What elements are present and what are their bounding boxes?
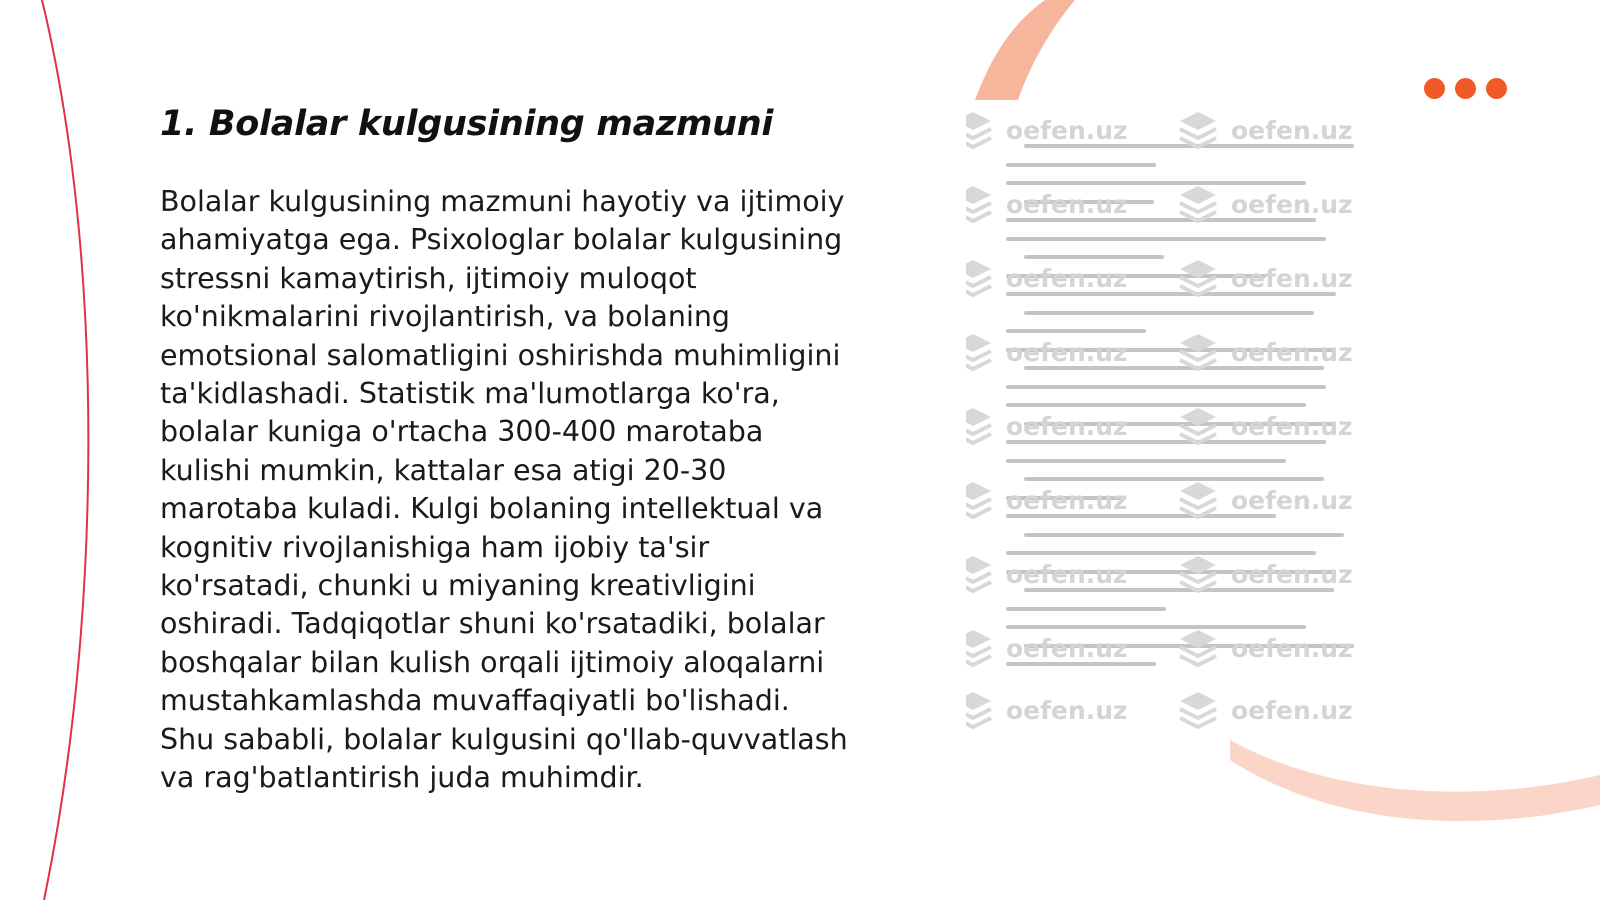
- stack-layers-icon: [966, 688, 994, 732]
- document-text-line: [1006, 459, 1286, 463]
- stack-layers-icon: [966, 478, 994, 522]
- watermark: [1177, 404, 1353, 448]
- watermark-text: oefen.uz: [1006, 115, 1128, 145]
- watermark: [966, 182, 1128, 226]
- watermark: [966, 478, 1128, 522]
- document-text-line: [1006, 237, 1326, 241]
- watermark: [1177, 182, 1353, 226]
- stack-layers-icon: [966, 404, 994, 448]
- dot: [1486, 78, 1507, 99]
- stack-layers-icon: [1177, 330, 1219, 374]
- stack-layers-icon: [966, 626, 994, 670]
- stack-layers-icon: [1177, 256, 1219, 300]
- stack-layers-icon: [1177, 108, 1219, 152]
- watermark: [966, 256, 1128, 300]
- document-text-line: [1006, 607, 1166, 611]
- slide-body-text: Bolalar kulgusining mazmuni hayotiy va ijtimoiy ahamiyatga ega. Psixologlar bolalar kulgusining stressni kamaytirish, ijtimoiy muloqot ko'nikmalarini rivojlantirish, va bolaning emotsional salomatligini oshirishda muhimligini ta'kidlashadi. Statistik ma'lumotlarga ko'ra, bolalar kuniga o'rtacha 300-400 marotaba kulishi mumkin, kattalar esa atigi 20-30 marotaba kuladi. Kulgi bolaning intellektual va kognitiv rivojlanishiga ham ijobiy ta'sir ko'rsatadi, chunki u miyaning kreativligini oshiradi. Tadqiqotlar shuni ko'rsatadiki, bolalar boshqalar bilan kulish orqali ijtimoiy aloqalarni mustahkamlashda muvaffaqiyatli bo'lishadi. Shu sababli, bolalar kulgusini qo'llab-quvvatlash va rag'batlantirish juda muhimdir.: [160, 185, 848, 795]
- watermark-text: oefen.uz: [1231, 411, 1353, 441]
- watermark: [966, 108, 1128, 152]
- watermark: [1177, 552, 1353, 596]
- watermark-text: oefen.uz: [1231, 633, 1353, 663]
- document-text-line: [1006, 385, 1326, 389]
- watermark: [1177, 478, 1353, 522]
- stack-layers-icon: [1177, 626, 1219, 670]
- document-text-line: [1006, 163, 1156, 167]
- document-text-line: [1024, 533, 1344, 537]
- stack-layers-icon: [966, 256, 994, 300]
- watermark: [966, 626, 1128, 670]
- watermark-text: oefen.uz: [1006, 485, 1128, 515]
- stack-layers-icon: [1177, 688, 1219, 732]
- left-curve-line: [42, 0, 88, 900]
- watermark-text: oefen.uz: [1006, 633, 1128, 663]
- stack-layers-icon: [1177, 552, 1219, 596]
- watermark: [1177, 256, 1353, 300]
- watermark-text: oefen.uz: [1006, 695, 1128, 725]
- stack-layers-icon: [966, 182, 994, 226]
- watermark-text: oefen.uz: [1006, 411, 1128, 441]
- watermark: [966, 404, 1128, 448]
- watermark-text: oefen.uz: [1006, 263, 1128, 293]
- watermark-text: oefen.uz: [1231, 189, 1353, 219]
- watermark: [1177, 108, 1353, 152]
- watermark: [1177, 626, 1353, 670]
- document-screenshot-image: [966, 100, 1400, 736]
- watermark-text: oefen.uz: [1006, 337, 1128, 367]
- slide-title: 1. Bolalar kulgusining mazmuni: [160, 104, 774, 144]
- watermark: [1177, 330, 1353, 374]
- watermark: [966, 552, 1128, 596]
- stack-layers-icon: [966, 108, 994, 152]
- stack-layers-icon: [1177, 478, 1219, 522]
- watermark-text: oefen.uz: [1231, 559, 1353, 589]
- watermark: [966, 688, 1128, 732]
- watermark-text: oefen.uz: [1231, 337, 1353, 367]
- dot: [1455, 78, 1476, 99]
- stack-layers-icon: [966, 552, 994, 596]
- watermark-text: oefen.uz: [1231, 115, 1353, 145]
- stack-layers-icon: [1177, 404, 1219, 448]
- dot: [1424, 78, 1445, 99]
- watermark: [1177, 688, 1353, 732]
- watermark-text: oefen.uz: [1006, 189, 1128, 219]
- watermark: [966, 330, 1128, 374]
- three-dots-icon: [1424, 78, 1507, 99]
- watermark-text: oefen.uz: [1231, 485, 1353, 515]
- watermark-text: oefen.uz: [1231, 695, 1353, 725]
- stack-layers-icon: [966, 330, 994, 374]
- bottom-orange-arc: [1230, 740, 1600, 821]
- stack-layers-icon: [1177, 182, 1219, 226]
- watermark-text: oefen.uz: [1231, 263, 1353, 293]
- document-text-line: [1024, 311, 1314, 315]
- top-orange-arc: [975, 0, 1075, 100]
- watermark-text: oefen.uz: [1006, 559, 1128, 589]
